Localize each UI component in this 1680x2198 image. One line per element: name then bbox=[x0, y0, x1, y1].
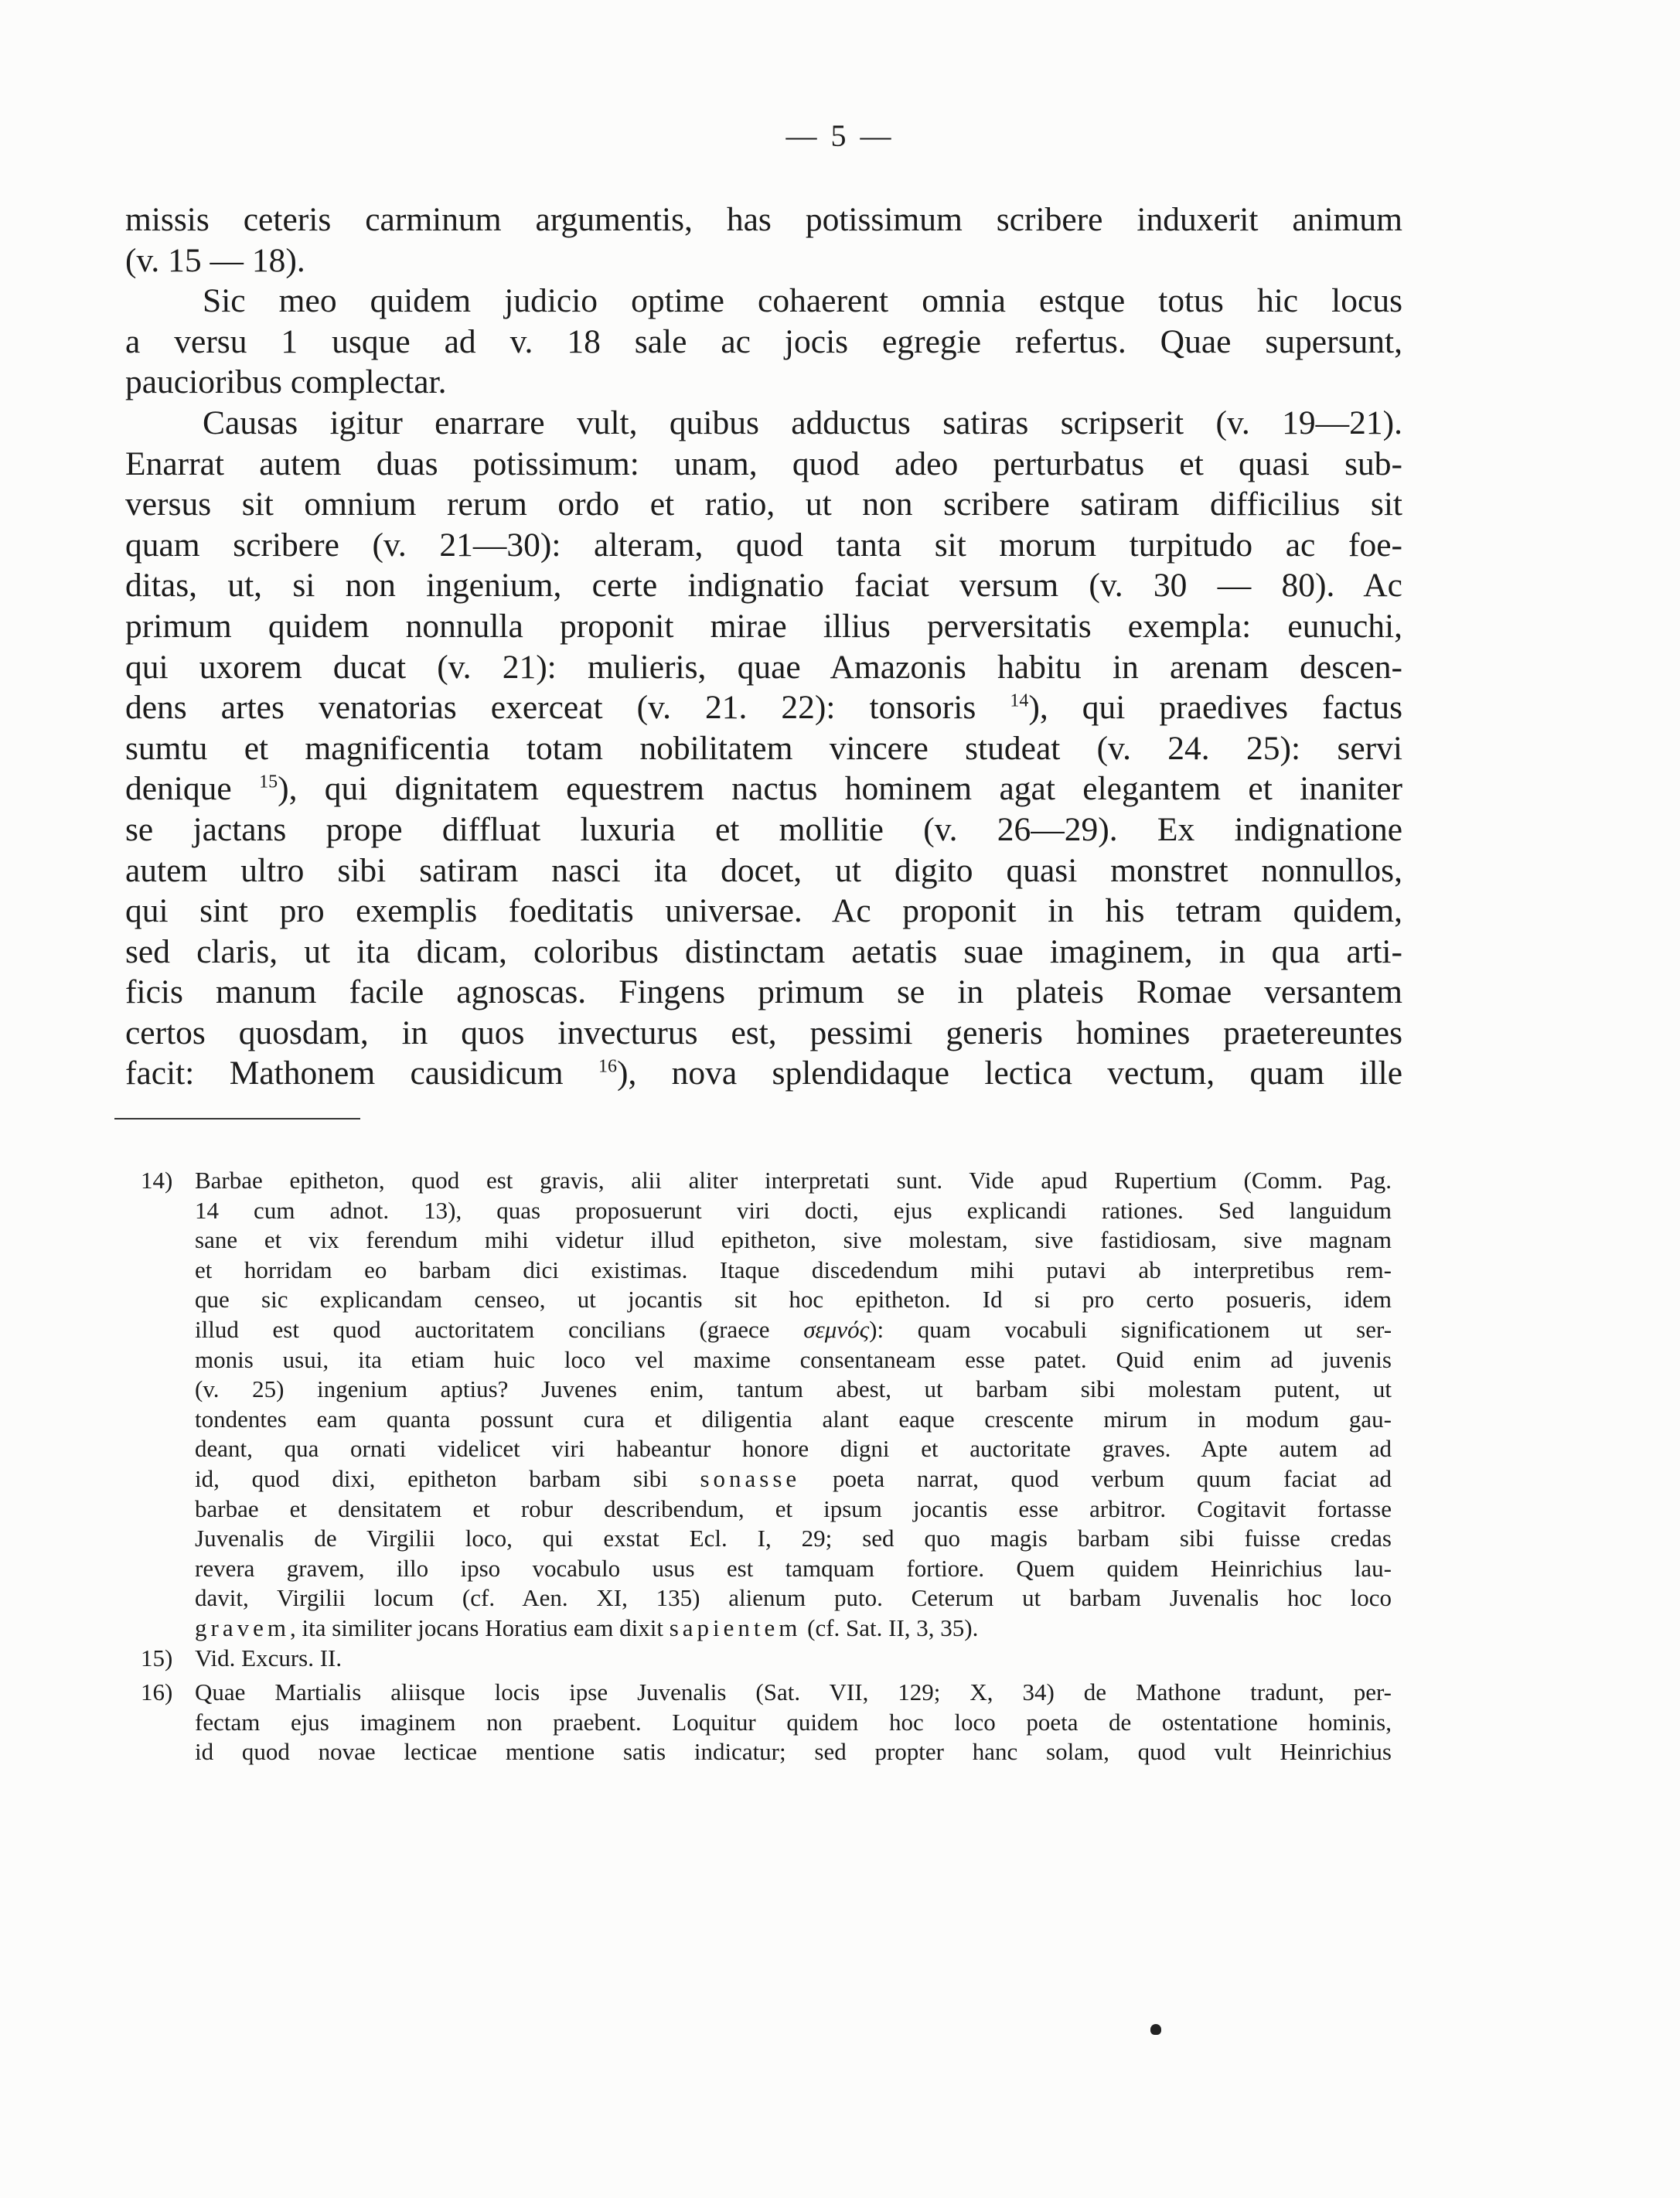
text-line: paucioribus complectar. bbox=[125, 363, 447, 401]
footnote-line: revera gravem, illo ipso vocabulo usus est tamquam fortiore. Quem quidem Heinrichius lau- bbox=[195, 1554, 1392, 1582]
footnotes bbox=[141, 1166, 1392, 1767]
footnote-line bbox=[195, 1614, 1392, 1644]
text-line: Sic meo quidem judicio optime cohaerent omnia estque totus hic locus bbox=[203, 282, 1402, 320]
text-segment: ): quam vocabuli significationem ut ser- bbox=[869, 1315, 1392, 1343]
text-segment: dens artes venatorias exerceat (v. 21. 22): tonsoris bbox=[125, 689, 976, 727]
footnote-ref-15: 15 bbox=[259, 772, 278, 792]
greek-word: σεμνός bbox=[803, 1315, 870, 1343]
footnote-number: 15) bbox=[141, 1644, 173, 1672]
footnote-line: deant, qua ornati videlicet viri habeantur honore digni et auctoritate graves. Apte autem ad bbox=[195, 1435, 1392, 1463]
text-segment: poeta narrat, quod verbum quum faciat ad bbox=[832, 1464, 1392, 1492]
footnote-line: fectam ejus imaginem non praebent. Loquitur quidem hoc loco poeta de ostentatione hominis, bbox=[195, 1708, 1392, 1736]
spaced-word: gravem bbox=[195, 1614, 290, 1641]
text-line: autem ultro sibi satiram nasci ita docet, ut digito quasi monstret nonnullos, bbox=[125, 851, 1402, 889]
text-line: qui uxorem ducat (v. 21): mulieris, quae Amazonis habitu in arenam descen- bbox=[125, 648, 1402, 686]
footnote-divider bbox=[114, 1118, 360, 1119]
spaced-word: sonasse bbox=[700, 1464, 801, 1492]
footnote-line: id quod novae lecticae mentione satis indicatur; sed propter hanc solam, quod vult Heinrichius bbox=[195, 1738, 1392, 1766]
footnote-line: Vid. Excurs. II. bbox=[195, 1644, 342, 1672]
text-line bbox=[125, 1053, 1402, 1094]
text-line: certos quosdam, in quos invecturus est, pessimi generis homines praetereuntes bbox=[125, 1014, 1402, 1051]
main-text bbox=[125, 199, 1402, 1094]
text-line: a versu 1 usque ad v. 18 sale ac jocis egregie refertus. Quae supersunt, bbox=[125, 322, 1402, 360]
footnote-line bbox=[195, 1464, 1392, 1494]
text-line bbox=[125, 687, 1402, 728]
footnote-line: (v. 25) ingenium aptius? Juvenes enim, tantum abest, ut barbam sibi molestam putent, ut bbox=[195, 1375, 1392, 1403]
text-line: missis ceteris carminum argumentis, has potissimum scribere induxerit animum bbox=[125, 201, 1402, 238]
footnote-line: davit, Virgilii locum (cf. Aen. XI, 135) alienum puto. Ceterum ut barbam Juvenalis hoc loco bbox=[195, 1584, 1392, 1612]
footnote-ref-16: 16 bbox=[598, 1056, 617, 1077]
footnote-number: 14) bbox=[141, 1167, 173, 1194]
footnote-ref-14: 14 bbox=[1010, 690, 1029, 711]
text-line: versus sit omnium rerum ordo et ratio, ut non scribere satiram difficilius sit bbox=[125, 486, 1402, 523]
text-segment: denique bbox=[125, 770, 232, 808]
footnote-text bbox=[195, 1678, 1392, 1767]
spaced-word: sapientem bbox=[669, 1614, 802, 1641]
text-line: primum quidem nonnulla proponit mirae illius perversitatis exempla: eunuchi, bbox=[125, 607, 1402, 645]
footnote-line: Juvenalis de Virgilii loco, qui exstat Ecl. I, 29; sed quo magis barbam sibi fuisse credas bbox=[195, 1525, 1392, 1552]
footnote-text bbox=[195, 1644, 1392, 1674]
text-segment: ), qui dignitatem equestrem nactus hominem agat elegantem et inaniter bbox=[278, 770, 1402, 808]
footnote-14 bbox=[141, 1166, 1392, 1644]
footnote-line: et horridam eo barbam dici existimas. Itaque discedendum mihi putavi ab interpretibus rem- bbox=[195, 1256, 1392, 1283]
text-line: ficis manum facile agnoscas. Fingens primum se in plateis Romae versantem bbox=[125, 973, 1402, 1011]
text-segment: (cf. Sat. II, 3, 35). bbox=[807, 1614, 979, 1641]
footnote-line bbox=[195, 1315, 1392, 1345]
footnote-line: que sic explicandam censeo, ut jocantis sit hoc epitheton. Id si pro certo posueris, idem bbox=[195, 1286, 1392, 1314]
footnote-line: Barbae epitheton, quod est gravis, alii aliter interpretati sunt. Vide apud Rupertium (Comm. Pag. bbox=[195, 1167, 1392, 1194]
footnote-line: sane et vix ferendum mihi videtur illud epitheton, sive molestam, sive fastidiosam, sive magnam bbox=[195, 1226, 1392, 1254]
text-line: se jactans prope diffluat luxuria et mollitie (v. 26—29). Ex indignatione bbox=[125, 810, 1402, 848]
text-segment: , ita similiter jocans Horatius eam dixit bbox=[289, 1614, 663, 1641]
footnote-line: Quae Martialis aliisque locis ipse Juvenalis (Sat. VII, 129; X, 34) de Mathone tradunt, per- bbox=[195, 1678, 1392, 1706]
footnote-line: barbae et densitatem et robur describendum, et ipsum jocantis esse arbitror. Cogitavit fortasse bbox=[195, 1494, 1392, 1522]
text-line: qui sint pro exemplis foeditatis universae. Ac proponit in his tetram quidem, bbox=[125, 892, 1402, 930]
text-segment: id, quod dixi, epitheton barbam sibi bbox=[195, 1464, 668, 1492]
footnote-line: 14 cum adnot. 13), quas proposuerunt viri docti, ejus explicandi rationes. Sed languidum bbox=[195, 1196, 1392, 1224]
text-line: sumtu et magnificentia totam nobilitatem vincere studeat (v. 24. 25): servi bbox=[125, 729, 1402, 767]
footnote-16 bbox=[141, 1678, 1392, 1767]
ink-spot-mark bbox=[1150, 2024, 1161, 2035]
footnote-line: tondentes eam quanta possunt cura et diligentia alant eaque crescente mirum in modum gau- bbox=[195, 1405, 1392, 1433]
text-segment: ), nova splendidaque lectica vectum, quam ille bbox=[616, 1055, 1403, 1092]
text-line bbox=[125, 768, 1402, 809]
text-segment: ), qui praedives factus bbox=[1028, 689, 1403, 727]
text-line: Enarrat autem duas potissimum: unam, quod adeo perturbatus et quasi sub- bbox=[125, 445, 1402, 482]
page-number: — 5 — bbox=[785, 118, 895, 153]
footnote-number: 16) bbox=[141, 1678, 173, 1706]
footnote-line: monis usui, ita etiam huic loco vel maxime consentaneam esse patet. Quid enim ad juvenis bbox=[195, 1345, 1392, 1373]
text-line: quam scribere (v. 21—30): alteram, quod tanta sit morum turpitudo ac foe- bbox=[125, 526, 1402, 564]
text-line: ditas, ut, si non ingenium, certe indignatio faciat versum (v. 30 — 80). Ac bbox=[125, 567, 1402, 605]
text-line: (v. 15 — 18). bbox=[125, 241, 305, 279]
text-line: sed claris, ut ita dicam, coloribus distinctam aetatis suae imaginem, in qua arti- bbox=[125, 932, 1402, 970]
text-segment: facit: Mathonem causidicum bbox=[125, 1055, 564, 1092]
footnote-text bbox=[195, 1166, 1392, 1644]
text-line: Causas igitur enarrare vult, quibus adductus satiras scripserit (v. 19—21). bbox=[203, 404, 1402, 441]
footnote-15 bbox=[141, 1644, 1392, 1674]
text-segment: illud est quod auctoritatem concilians (graece bbox=[195, 1315, 770, 1343]
